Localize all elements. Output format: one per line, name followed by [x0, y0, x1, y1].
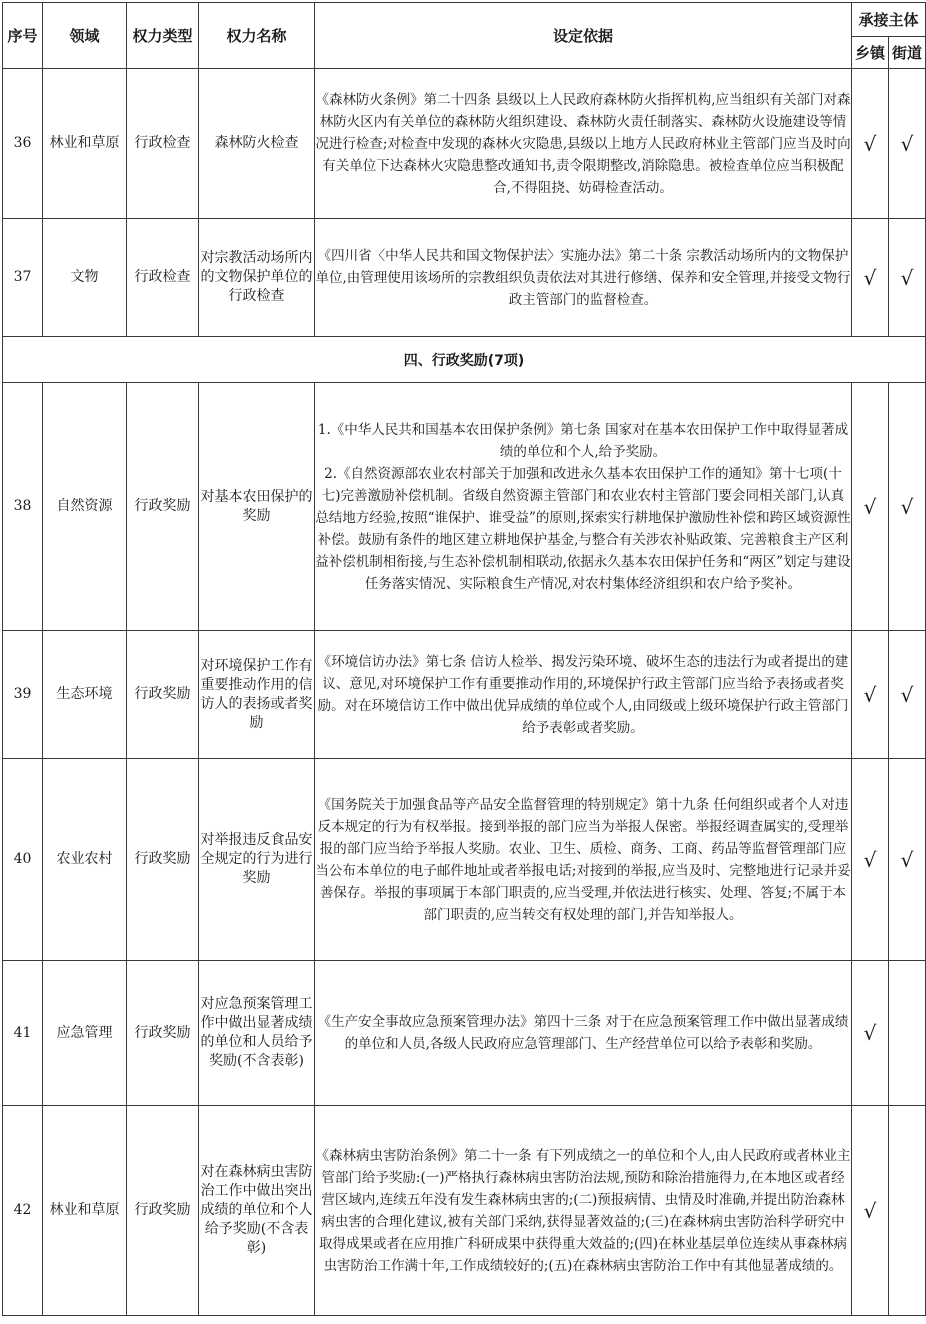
row-seq: 41 — [3, 961, 43, 1106]
street-check: √ — [889, 383, 926, 631]
rows-group-reward — [3, 383, 926, 1316]
row-power-name: 对在森林病虫害防治工作中做出突出成绩的单位和个人给予奖励(不含表彰) — [199, 1106, 315, 1316]
row-field: 文物 — [43, 219, 127, 337]
basis-paragraph: 《国务院关于加强食品等产品安全监督管理的特别规定》第十九条 任何组织或者个人对违反本规定的行为有权举报。接到举报的部门应当为举报人保密。举报经调查属实的,受理举报的部门应当给予举报人奖励。农业、卫生、质检、商务、工商、药品等监督管理部门应当公布本单位的电子邮件地址或者举报电话;对接到的举报,应当及时、完整地进行记录并妥善保存。举报的事项属于本部门职责的,应当受理,并依法进行核实、处理、答复;不属于本部门职责的,应当转交有权处理的部门,并告知举报人。 — [315, 796, 851, 923]
basis-paragraph: 1.《中华人民共和国基本农田保护条例》第七条 国家对在基本农田保护工作中取得显著成绩的单位和个人,给予奖励。 — [317, 421, 849, 460]
row-power-name: 对基本农田保护的奖励 — [199, 383, 315, 631]
header-basis: 设定依据 — [315, 3, 852, 69]
basis-paragraph: 《森林病虫害防治条例》第二十一条 有下列成绩之一的单位和个人,由人民政府或者林业主管部门给予奖励:(一)严格执行森林病虫害防治法规,预防和除治措施得力,在本地区或者经营区域内,连续五年没有发生森林病虫害的;(二)预报病情、虫情及时准确,并提出防治森林病虫害的合理化建议,被有关部门采纳,获得显著效益的;(三)在森林病虫害防治科学研究中取得成果或者在应用推广科研成果中获得重大效益的;(四)在林业基层单位连续从事森林病虫害防治工作满十年,工作成绩较好的;(五)在森林病虫害防治工作中有其他显著成绩的。 — [315, 1147, 851, 1274]
table-row — [3, 383, 926, 631]
row-field: 应急管理 — [43, 961, 127, 1106]
header-seq: 序号 — [3, 3, 43, 69]
row-basis — [315, 219, 852, 337]
basis-paragraph: 《四川省〈中华人民共和国文物保护法〉实施办法》第二十条 宗教活动场所内的文物保护单位,由管理使用该场所的宗教组织负责依法对其进行修缮、保养和安全管理,并接受文物行政主管部门的监督检查。 — [315, 247, 851, 308]
table-row — [3, 219, 926, 337]
row-field: 林业和草原 — [43, 1106, 127, 1316]
row-power-name: 对宗教活动场所内的文物保护单位的行政检查 — [199, 219, 315, 337]
township-check: √ — [852, 219, 889, 337]
row-type: 行政检查 — [127, 69, 199, 219]
row-basis — [315, 69, 852, 219]
header-township: 乡镇 — [852, 37, 889, 69]
row-seq: 37 — [3, 219, 43, 337]
street-check: √ — [889, 69, 926, 219]
township-check: √ — [852, 759, 889, 961]
row-type: 行政奖励 — [127, 961, 199, 1106]
township-check: √ — [852, 631, 889, 759]
street-check: √ — [889, 219, 926, 337]
township-check: √ — [852, 69, 889, 219]
section-heading: 四、行政奖励(7项) — [3, 337, 926, 383]
header-undertaker: 承接主体 — [852, 3, 926, 37]
table-row — [3, 1106, 926, 1316]
basis-paragraph: 《森林防火条例》第二十四条 县级以上人民政府森林防火指挥机构,应当组织有关部门对森林防火区内有关单位的森林防火组织建设、森林防火责任制落实、森林防火设施建设等情况进行检查;对检查中发现的森林火灾隐患,县级以上地方人民政府林业主管部门应当及时向有关单位下达森林火灾隐患整改通知书,责令限期整改,消除隐患。被检查单位应当积极配合,不得阻挠、妨碍检查活动。 — [315, 91, 851, 196]
row-basis — [315, 1106, 852, 1316]
basis-paragraph: 2.《自然资源部农业农村部关于加强和改进永久基本农田保护工作的通知》第十七项(十七)完善激励补偿机制。省级自然资源主管部门和农业农村主管部门要会同相关部门,认真总结地方经验,按照“谁保护、谁受益”的原则,探索实行耕地保护激励性补偿和跨区域资源性补偿。鼓励有条件的地区建立耕地保护基金,与整合有关涉农补贴政策、完善粮食主产区利益补偿机制相衔接,与生态补偿机制相联动,依据永久基本农田保护任务和“两区”划定与建设任务落实情况、实际粮食生产情况,对农村集体经济组织和农户给予奖补。 — [315, 465, 851, 592]
street-check: √ — [889, 759, 926, 961]
row-field: 生态环境 — [43, 631, 127, 759]
row-basis — [315, 961, 852, 1106]
row-seq: 38 — [3, 383, 43, 631]
row-seq: 39 — [3, 631, 43, 759]
row-type: 行政奖励 — [127, 383, 199, 631]
header-field: 领域 — [43, 3, 127, 69]
row-basis — [315, 759, 852, 961]
row-type: 行政奖励 — [127, 759, 199, 961]
row-field: 农业农村 — [43, 759, 127, 961]
row-seq: 36 — [3, 69, 43, 219]
township-check: √ — [852, 1106, 889, 1316]
row-basis — [315, 631, 852, 759]
table-header — [3, 3, 926, 69]
header-street: 街道 — [889, 37, 926, 69]
table-row — [3, 69, 926, 219]
row-power-name: 对应急预案管理工作中做出显著成绩的单位和人员给予奖励(不含表彰) — [199, 961, 315, 1106]
street-check: √ — [889, 631, 926, 759]
header-name: 权力名称 — [199, 3, 315, 69]
row-power-name: 森林防火检查 — [199, 69, 315, 219]
row-field: 自然资源 — [43, 383, 127, 631]
row-power-name: 对举报违反食品安全规定的行为进行奖励 — [199, 759, 315, 961]
row-basis — [315, 383, 852, 631]
row-type: 行政检查 — [127, 219, 199, 337]
township-check: √ — [852, 383, 889, 631]
township-check: √ — [852, 961, 889, 1106]
row-seq: 42 — [3, 1106, 43, 1316]
table-row — [3, 961, 926, 1106]
row-seq: 40 — [3, 759, 43, 961]
row-type: 行政奖励 — [127, 631, 199, 759]
row-type: 行政奖励 — [127, 1106, 199, 1316]
header-type: 权力类型 — [127, 3, 199, 69]
row-power-name: 对环境保护工作有重要推动作用的信访人的表扬或者奖励 — [199, 631, 315, 759]
powers-table — [2, 2, 926, 1316]
rows-group-inspection — [3, 69, 926, 337]
basis-paragraph: 《环境信访办法》第七条 信访人检举、揭发污染环境、破坏生态的违法行为或者提出的建议、意见,对环境保护工作有重要推动作用的,环境保护行政主管部门应当给予表扬或者奖励。对在环境信访工作中做出优异成绩的单位或个人,由同级或上级环境保护行政主管部门给予表彰或者奖励。 — [317, 653, 849, 736]
section-group — [3, 337, 926, 383]
basis-paragraph: 《生产安全事故应急预案管理办法》第四十三条 对于在应急预案管理工作中做出显著成绩的单位和人员,各级人民政府应急管理部门、生产经营单位可以给予表彰和奖励。 — [317, 1014, 849, 1052]
street-check — [889, 961, 926, 1106]
row-field: 林业和草原 — [43, 69, 127, 219]
table-row — [3, 759, 926, 961]
street-check — [889, 1106, 926, 1316]
table-row — [3, 631, 926, 759]
